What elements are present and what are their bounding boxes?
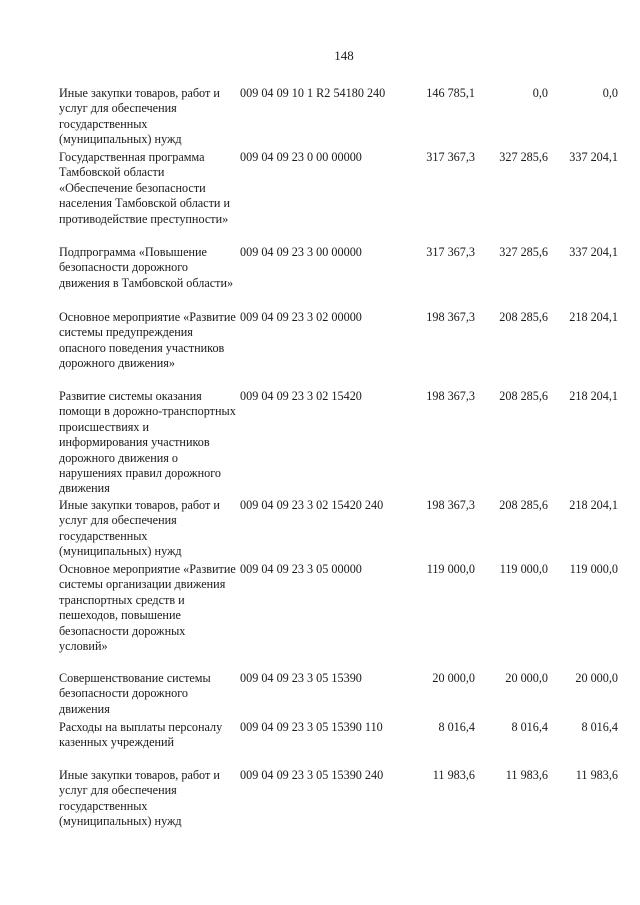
row-value-3: 337 204,1 (569, 150, 618, 164)
row-code: 009 04 09 23 3 05 15390 240 (240, 768, 384, 782)
row-name: Основное мероприятие «Развитие системы организации движения транспортных средств и пешеходов, повышение безопасности дорожных условий» (59, 562, 236, 654)
row-code: 009 04 09 23 3 02 00000 (240, 310, 362, 324)
row-value-1: 317 367,3 (426, 245, 475, 259)
row-value-3: 218 204,1 (569, 498, 618, 512)
row-value-1: 11 983,6 (432, 768, 475, 782)
row-value-2: 20 000,0 (505, 671, 548, 685)
row-value-2: 208 285,6 (499, 498, 548, 512)
row-value-1: 317 367,3 (426, 150, 475, 164)
row-value-1: 198 367,3 (426, 310, 475, 324)
row-name: Расходы на выплаты персоналу казенных учреждений (59, 720, 223, 750)
row-name: Основное мероприятие «Развитие системы предупреждения опасного поведения участников дорожного движения» (59, 310, 236, 371)
row-value-1: 20 000,0 (432, 671, 475, 685)
table-row (0, 310, 640, 371)
table-row (0, 720, 640, 750)
row-value-2: 11 983,6 (505, 768, 548, 782)
row-code: 009 04 09 23 0 00 00000 (240, 150, 362, 164)
row-value-2: 8 016,4 (511, 720, 548, 734)
row-name: Иные закупки товаров, работ и услуг для обеспечения государственных (муниципальных) нужд (59, 86, 220, 147)
row-code: 009 04 09 23 3 02 15420 240 (240, 498, 384, 512)
table-row (0, 498, 640, 559)
row-code: 009 04 09 23 3 00 00000 (240, 245, 362, 259)
row-code: 009 04 09 23 3 05 00000 (240, 562, 362, 576)
row-code: 009 04 09 23 3 05 15390 (240, 671, 362, 685)
row-value-3: 8 016,4 (581, 720, 618, 734)
table-row (0, 671, 640, 716)
row-name: Развитие системы оказания помощи в дорожно-транспортных происшествиях и информирования участников дорожного движения о нарушениях правил дорожного движения (59, 389, 236, 496)
row-value-1: 198 367,3 (426, 498, 475, 512)
row-value-1: 198 367,3 (426, 389, 475, 403)
row-value-2: 0,0 (532, 86, 548, 100)
row-value-2: 208 285,6 (499, 310, 548, 324)
row-code: 009 04 09 10 1 R2 54180 240 (240, 86, 386, 100)
row-value-3: 337 204,1 (569, 245, 618, 259)
table-row (0, 150, 640, 226)
table-row (0, 86, 640, 147)
table-row (0, 245, 640, 290)
row-name: Подпрограмма «Повышение безопасности дорожного движения в Тамбовской области» (59, 245, 234, 290)
row-code: 009 04 09 23 3 02 15420 (240, 389, 362, 403)
row-value-1: 8 016,4 (438, 720, 475, 734)
row-value-2: 327 285,6 (499, 245, 548, 259)
row-value-1: 119 000,0 (426, 562, 475, 576)
row-value-3: 20 000,0 (575, 671, 618, 685)
row-value-2: 208 285,6 (499, 389, 548, 403)
table-row (0, 768, 640, 829)
row-value-3: 11 983,6 (575, 768, 618, 782)
row-name: Иные закупки товаров, работ и услуг для обеспечения государственных (муниципальных) нужд (59, 498, 220, 559)
row-value-1: 146 785,1 (426, 86, 475, 100)
row-value-3: 0,0 (602, 86, 618, 100)
row-value-2: 327 285,6 (499, 150, 548, 164)
row-name: Государственная программа Тамбовской области «Обеспечение безопасности населения Тамбовской области и противодействие преступности» (59, 150, 231, 226)
row-value-3: 119 000,0 (569, 562, 618, 576)
table-row (0, 389, 640, 496)
row-name: Иные закупки товаров, работ и услуг для обеспечения государственных (муниципальных) нужд (59, 768, 220, 829)
page-number: 148 (334, 48, 354, 63)
table-row (0, 562, 640, 654)
row-name: Совершенствование системы безопасности дорожного движения (59, 671, 211, 716)
row-value-2: 119 000,0 (499, 562, 548, 576)
row-value-3: 218 204,1 (569, 310, 618, 324)
row-code: 009 04 09 23 3 05 15390 110 (240, 720, 383, 734)
row-value-3: 218 204,1 (569, 389, 618, 403)
